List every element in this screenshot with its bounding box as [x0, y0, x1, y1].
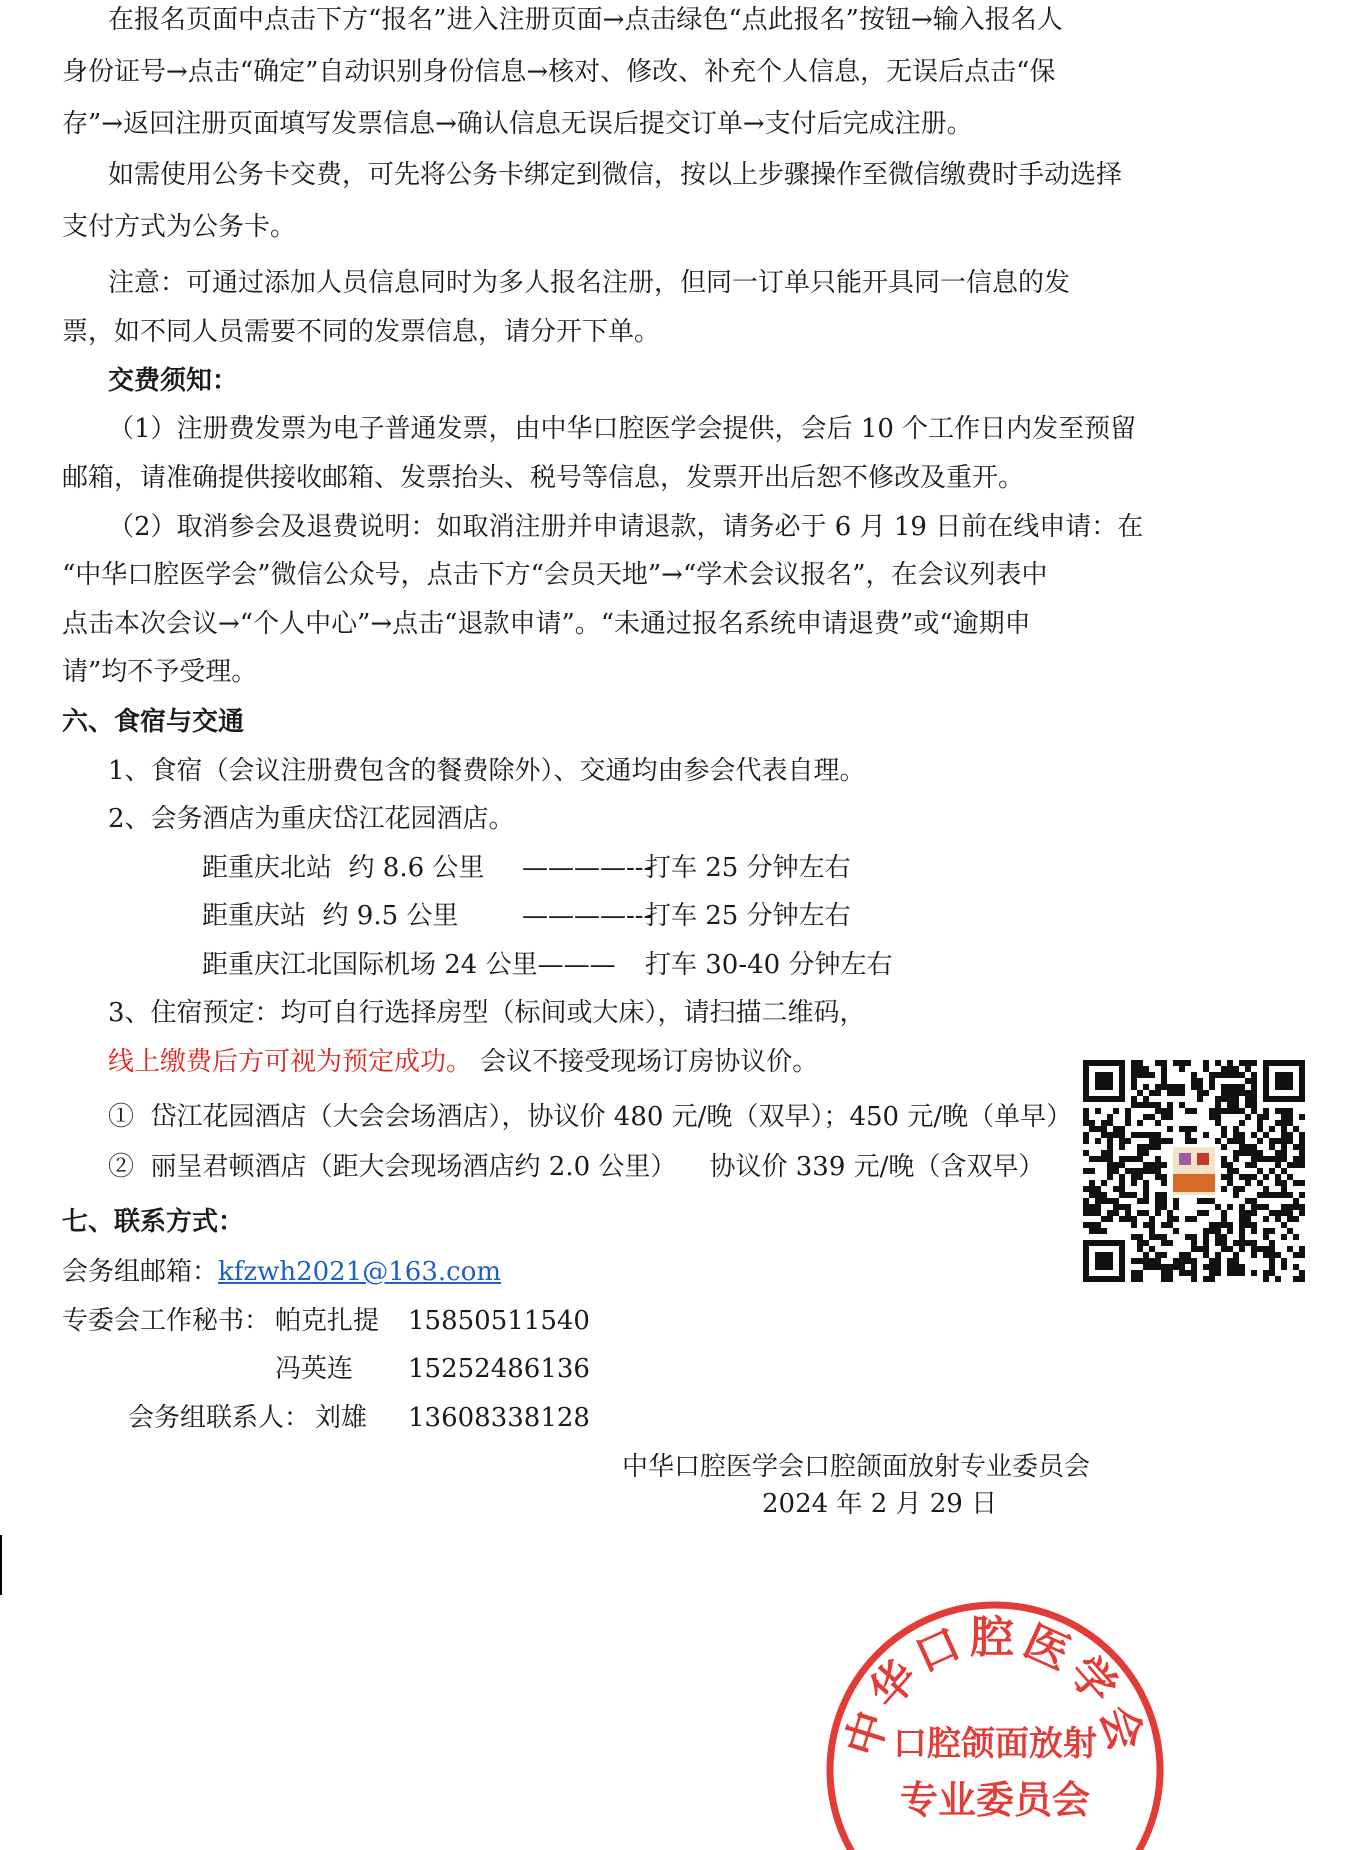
secretary-label: 专委会工作秘书： — [62, 1306, 271, 1336]
distance-dash: ————--- — [522, 853, 653, 883]
official-card-line2: 支付方式为公务卡。 — [62, 212, 297, 242]
fee-item2-line2: “中华口腔医学会”微信公众号，点击下方“会员天地”→“学术会议报名”，在会议列表中 — [62, 560, 1048, 590]
distance-dash: ————--- — [522, 901, 653, 931]
section7-heading: 七、联系方式： — [62, 1207, 245, 1237]
distance-time: 打车 25 分钟左右 — [645, 853, 851, 883]
email-link[interactable]: kfzwh2021@163.com — [218, 1257, 502, 1287]
fee-item1-line1: （1）注册费发票为电子普通发票，由中华口腔医学会提供，会后 10 个工作日内发至预留 — [108, 414, 1137, 444]
no-onsite-rate-note: 会议不接受现场订房协议价。 — [472, 1047, 819, 1077]
official-seal-stamp — [815, 1585, 1175, 1850]
distance-place: 距重庆站 约 9.5 公里 — [202, 901, 459, 931]
fee-notice-heading: 交费须知： — [108, 366, 239, 396]
signature-org: 中华口腔医学会口腔颌面放射专业委员会 — [622, 1452, 1091, 1482]
contact-name: 帕克扎提 — [275, 1306, 380, 1336]
note-line2: 票，如不同人员需要不同的发票信息，请分开下单。 — [62, 317, 661, 347]
official-card-line1: 如需使用公务卡交费，可先将公务卡绑定到微信，按以上步骤操作至微信缴费时手动选择 — [108, 160, 1123, 190]
contact-name: 冯英连 — [275, 1354, 354, 1384]
margin-mark — [0, 1535, 2, 1595]
registration-steps-line1: 在报名页面中点击下方“报名”进入注册页面→点击绿色“点此报名”按钮→输入报名人 — [108, 5, 1063, 35]
seal-inner-line1: 口腔颌面放射 — [893, 1724, 1097, 1764]
fee-item1-line2: 邮箱，请准确提供接收邮箱、发票抬头、税号等信息，发票开出后恕不修改及重开。 — [62, 463, 1025, 493]
hotel-item-1: ① 岱江花园酒店（大会会场酒店），协议价 480 元/晚（双早）；450 元/晚（单早） — [108, 1102, 1073, 1132]
booking-success-warning: 线上缴费后方可视为预定成功。 — [108, 1047, 473, 1077]
registration-steps-line2: 身份证号→点击“确定”自动识别身份信息→核对、修改、补充个人信息，无误后点击“保 — [62, 57, 1056, 87]
qr-code-icon[interactable] — [1083, 1060, 1305, 1282]
email-row — [62, 1255, 501, 1289]
contact-phone: 15252486136 — [408, 1354, 590, 1384]
email-label: 会务组邮箱： — [62, 1257, 219, 1287]
contact-phone: 15850511540 — [408, 1306, 590, 1336]
section6-item3-line2 — [108, 1045, 818, 1079]
fee-item2-line3: 点击本次会议→“个人中心”→点击“退款申请”。“未通过报名系统申请退费”或“逾期申 — [62, 609, 1031, 639]
fee-item2-line4: 请”均不予受理。 — [62, 657, 258, 687]
section6-heading: 六、食宿与交通 — [62, 707, 245, 737]
fee-item2-line1: （2）取消参会及退费说明：如取消注册并申请退款，请务必于 6 月 19 日前在线申请：在 — [108, 512, 1144, 542]
note-line1: 注意：可通过添加人员信息同时为多人报名注册，但同一订单只能开具同一信息的发 — [108, 268, 1071, 298]
seal-outer-text: 中华口腔医学会 — [836, 1612, 1154, 1763]
hotel-item-2: ② 丽呈君顿酒店（距大会现场酒店约 2.0 公里） 协议价 339 元/晚（含双早） — [108, 1152, 1045, 1182]
signature-date: 2024 年 2 月 29 日 — [762, 1489, 998, 1519]
group-contact-name: 刘雄 — [315, 1403, 368, 1433]
registration-steps-line3: 存”→返回注册页面填写发票信息→确认信息无误后提交订单→支付后完成注册。 — [62, 109, 973, 139]
distance-place: 距重庆北站 约 8.6 公里 — [202, 853, 485, 883]
section6-item2: 2、会务酒店为重庆岱江花园酒店。 — [108, 804, 515, 834]
distance-place: 距重庆江北国际机场 24 公里——— — [202, 950, 616, 980]
group-contact-label: 会务组联系人： — [128, 1403, 311, 1433]
seal-inner-line2: 专业委员会 — [899, 1778, 1091, 1822]
distance-time: 打车 25 分钟左右 — [645, 901, 851, 931]
distance-time: 打车 30-40 分钟左右 — [645, 950, 893, 980]
section6-item1: 1、食宿（会议注册费包含的餐费除外）、交通均由参会代表自理。 — [108, 756, 866, 786]
group-contact-phone: 13608338128 — [408, 1403, 590, 1433]
section6-item3-line1: 3、住宿预定：均可自行选择房型（标间或大床），请扫描二维码， — [108, 998, 866, 1028]
